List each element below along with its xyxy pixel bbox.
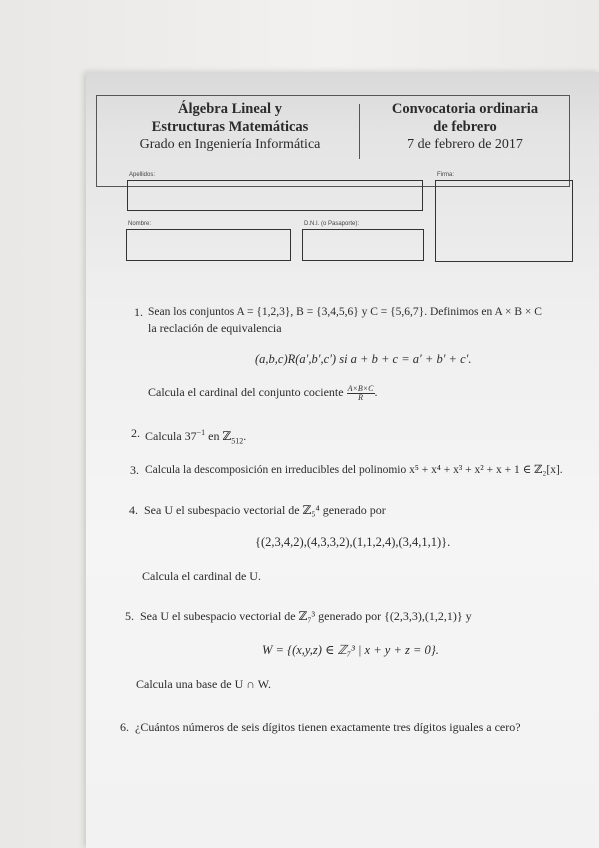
nombre-label: Nombre: xyxy=(128,221,152,227)
degree-name: Grado en Ingeniería Informática xyxy=(139,137,321,152)
problem-6-text: ¿Cuántos números de seis dígitos tienen exactamente tres dígitos iguales a cero? xyxy=(135,720,521,734)
problem-4-set: {(2,3,4,2),(4,3,3,2),(1,1,2,4),(3,4,1,1)}. xyxy=(255,535,451,549)
apellidos-field[interactable] xyxy=(127,180,423,211)
problem-1-number: 1. xyxy=(134,305,143,319)
course-title-line1: Álgebra Lineal y xyxy=(178,101,282,117)
signature-field[interactable] xyxy=(435,180,573,262)
nombre-field[interactable] xyxy=(126,229,291,261)
problem-5-text: Sea U el subespacio vectorial de ℤ₇³ generado por {(2,3,3),(1,2,1)} y xyxy=(140,609,472,623)
course-title-line2: Estructuras Matemáticas xyxy=(151,119,309,135)
problem-2-modulus: 512 xyxy=(231,436,244,446)
problem-5-question: Calcula una base de U ∩ W. xyxy=(136,677,271,691)
problem-5-set: W = {(x,y,z) ∈ ℤ₇³ | x + y + z = 0}. xyxy=(262,643,439,657)
problem-1-ask: Calcula el cardinal del conjunto cociente xyxy=(148,385,344,399)
problem-1-text-cont: la reclación de equivalencia xyxy=(148,321,282,335)
dni-field[interactable] xyxy=(302,229,424,261)
exam-date: 7 de febrero de 2017 xyxy=(407,137,523,152)
problem-1-equation: (a,b,c)R(a′,b′,c′) si a + b + c = a′ + b′ + c′. xyxy=(255,352,472,366)
exam-session-line1: Convocatoria ordinaria xyxy=(391,101,539,117)
quotient-denominator: R xyxy=(358,392,363,402)
quotient-fraction xyxy=(347,385,375,402)
problem-6-number: 6. xyxy=(120,720,129,734)
problem-5-number: 5. xyxy=(125,609,134,623)
problem-1-text: Sean los conjuntos A = {1,2,3}, B = {3,4,5,6} y C = {5,6,7}. Definimos en A × B × C xyxy=(148,306,542,318)
problem-4-text: Sea U el subespacio vectorial de ℤ₅⁴ generado por xyxy=(144,503,386,517)
problem-1-question: Calcula el cardinal del conjunto cociente $\frac{A\times B\times C}{R}$ . xyxy=(148,383,378,402)
problem-2-exponent: −1 xyxy=(196,428,206,437)
problem-2-number: 2. xyxy=(131,426,140,440)
problem-2-text: Calcula $37^{-1}$ en ℤ$_{512}$. xyxy=(145,428,247,446)
problem-3-text: Calcula la descomposición en irreducibles del polinomio x⁵ + x⁴ + x³ + x² + x + 1 ∈ ℤ₂[x]. xyxy=(145,464,563,476)
problem-4-number: 4. xyxy=(129,503,138,517)
firma-label: Firma: xyxy=(437,172,454,178)
problem-2-main: Calcula 37 xyxy=(145,429,197,443)
apellidos-label: Apellidos: xyxy=(129,172,156,178)
problem-4-question: Calcula el cardinal de U. xyxy=(142,569,261,583)
exam-session-line2: de febrero xyxy=(433,119,497,135)
quotient-numerator: A×B×C xyxy=(347,383,374,393)
problem-2-ring: en ℤ xyxy=(205,429,232,443)
dni-label: D.N.I. (o Pasaporte): xyxy=(304,221,360,227)
exam-header xyxy=(96,95,570,187)
course-info xyxy=(105,100,355,154)
problem-3-number: 3. xyxy=(130,463,139,477)
header-divider xyxy=(359,104,360,159)
exam-info xyxy=(363,100,567,154)
